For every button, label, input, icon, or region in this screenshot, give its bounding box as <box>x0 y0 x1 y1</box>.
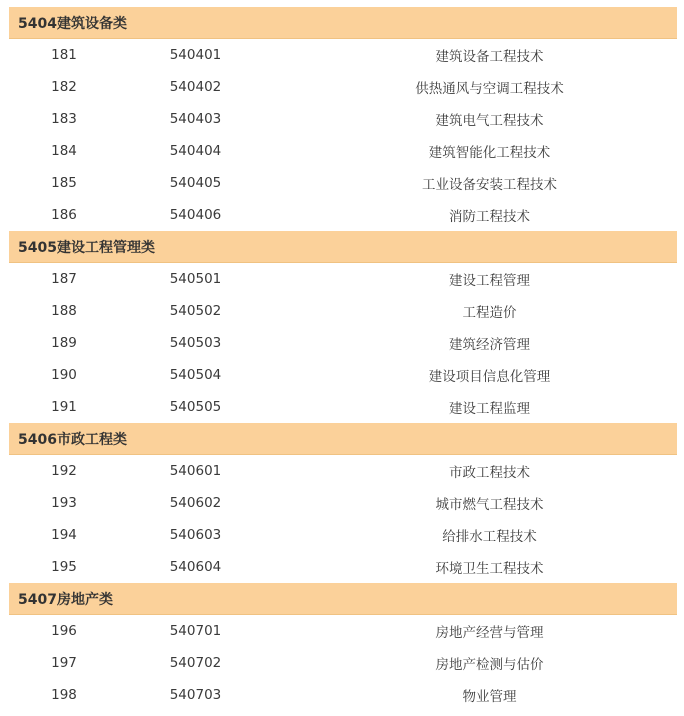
category-header <box>9 231 677 263</box>
table-row <box>9 615 677 647</box>
table-row <box>9 551 677 583</box>
row-number: 192 <box>51 463 77 479</box>
row-number: 195 <box>51 559 77 575</box>
row-number: 196 <box>51 623 77 639</box>
category-header <box>9 583 677 615</box>
category-title: 5404建筑设备类 <box>18 15 127 32</box>
table-row <box>9 679 677 711</box>
row-number: 184 <box>51 143 77 159</box>
major-name: 建设项目信息化管理 <box>428 369 551 385</box>
table-row <box>9 103 677 135</box>
major-code: 540604 <box>169 559 222 575</box>
major-code: 540603 <box>169 527 222 543</box>
table-row <box>9 487 677 519</box>
major-code: 540504 <box>169 367 222 383</box>
major-code: 540701 <box>169 623 222 639</box>
major-code: 540601 <box>169 463 222 479</box>
row-number: 191 <box>51 399 77 415</box>
table-row <box>9 391 677 423</box>
row-number: 197 <box>51 655 77 671</box>
row-number: 198 <box>51 687 77 703</box>
major-code: 540703 <box>169 687 222 703</box>
row-number: 183 <box>51 111 77 127</box>
table-row <box>9 39 677 71</box>
category-header <box>9 423 677 455</box>
major-name: 供热通风与空调工程技术 <box>415 81 564 97</box>
major-name: 工业设备安装工程技术 <box>422 177 557 193</box>
major-code: 540505 <box>169 399 222 415</box>
major-name: 建设工程监理 <box>449 401 530 417</box>
row-number: 187 <box>51 271 77 287</box>
table-row <box>9 647 677 679</box>
major-name: 工程造价 <box>462 305 517 321</box>
table-row <box>9 519 677 551</box>
major-name: 建筑电气工程技术 <box>435 113 544 129</box>
table-row <box>9 199 677 231</box>
major-code: 540602 <box>169 495 222 511</box>
category-header <box>9 7 677 39</box>
major-code: 540404 <box>169 143 222 159</box>
row-number: 185 <box>51 175 77 191</box>
category-title: 5406市政工程类 <box>18 431 127 448</box>
table-row <box>9 327 677 359</box>
table-row <box>9 359 677 391</box>
major-code: 540501 <box>169 271 222 287</box>
table-row <box>9 263 677 295</box>
major-name: 城市燃气工程技术 <box>435 497 544 513</box>
row-number: 193 <box>51 495 77 511</box>
major-code: 540405 <box>169 175 222 191</box>
row-number: 181 <box>51 47 77 63</box>
major-code: 540401 <box>169 47 222 63</box>
major-name: 消防工程技术 <box>449 209 530 225</box>
category-title: 5407房地产类 <box>18 591 113 608</box>
major-code: 540406 <box>169 207 222 223</box>
major-name: 环境卫生工程技术 <box>435 561 544 577</box>
major-code: 540502 <box>169 303 222 319</box>
row-number: 188 <box>51 303 77 319</box>
major-name: 房地产检测与估价 <box>435 657 544 673</box>
major-code: 540702 <box>169 655 222 671</box>
major-name: 建筑经济管理 <box>449 337 530 353</box>
row-number: 189 <box>51 335 77 351</box>
major-name: 给排水工程技术 <box>442 529 537 545</box>
major-catalog-table <box>9 7 677 711</box>
row-number: 190 <box>51 367 77 383</box>
row-number: 182 <box>51 79 77 95</box>
row-number: 194 <box>51 527 77 543</box>
major-name: 市政工程技术 <box>449 465 530 481</box>
row-number: 186 <box>51 207 77 223</box>
category-title: 5405建设工程管理类 <box>18 239 155 256</box>
table-row <box>9 71 677 103</box>
major-name: 建设工程管理 <box>449 273 530 289</box>
major-name: 建筑设备工程技术 <box>435 49 544 65</box>
table-row <box>9 295 677 327</box>
major-name: 建筑智能化工程技术 <box>428 145 551 161</box>
major-code: 540403 <box>169 111 222 127</box>
major-code: 540503 <box>169 335 222 351</box>
major-name: 房地产经营与管理 <box>435 625 544 641</box>
table-row <box>9 167 677 199</box>
major-code: 540402 <box>169 79 222 95</box>
table-row <box>9 455 677 487</box>
major-name: 物业管理 <box>462 689 517 705</box>
table-row <box>9 135 677 167</box>
